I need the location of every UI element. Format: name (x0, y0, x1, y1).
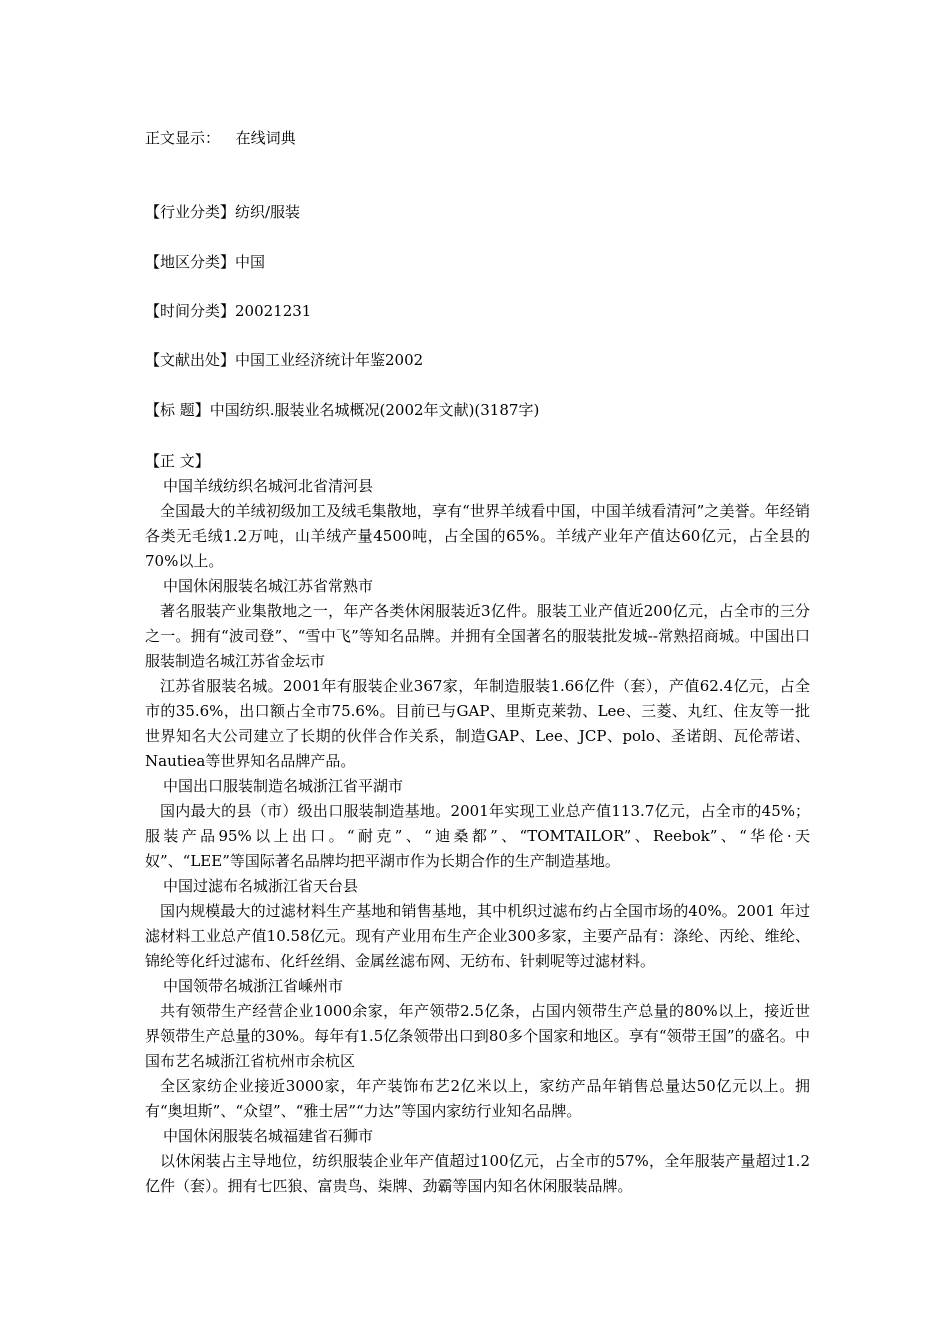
section-paragraph: 全区家纺企业接近3000家，年产装饰布艺2亿米以上，家纺产品年销售总量达50亿元以上。拥有“奥坦斯”、“众望”、“雅士居”“力达”等国内家纺行业知名品牌。 (145, 1077, 810, 1120)
section-heading: 中国领带名城浙江省嵊州市 (163, 977, 344, 995)
online-dictionary-link[interactable]: 在线词典 (235, 129, 296, 147)
section-heading: 中国羊绒纺织名城河北省清河县 (163, 477, 374, 495)
article-body (145, 449, 810, 1199)
section-paragraph: 全国最大的羊绒初级加工及绒毛集散地，享有“世界羊绒看中国，中国羊绒看清河”之美誉。年经销各类无毛绒1.2万吨，山羊绒产量4500吨，占全国的65%。羊绒产业年产值达60亿元，占全县的70%以上。 (145, 502, 810, 570)
section-paragraph: 江苏省服装名城。2001年有服装企业367家，年制造服装1.66亿件（套），产值62.4亿元，占全市的35.6%，出口额占全市75.6%。目前已与GAP、里斯克莱勃、Lee、三菱、丸红、住友等一批世界知名大公司建立了长期的伙伴合作关系，制造GAP、Lee、JCP、polo、圣诺朗、瓦伦蒂诺、Nautiea等世界知名品牌产品。 (145, 677, 810, 770)
meta-time: 【时间分类】20021231 (145, 302, 312, 320)
section-paragraph: 著名服装产业集散地之一，年产各类休闲服装近3亿件。服装工业产值近200亿元，占全市的三分之一。拥有“波司登”、“雪中飞”等知名品牌。并拥有全国著名的服装批发城--常熟招商城。中国出口服装制造名城江苏省金坛市 (145, 602, 810, 670)
meta-source: 【文献出处】中国工业经济统计年鉴2002 (145, 351, 424, 369)
body-label: 【正 文】 (145, 452, 210, 470)
section-heading: 中国过滤布名城浙江省天台县 (163, 877, 359, 895)
section-heading: 中国休闲服装名城福建省石狮市 (163, 1127, 374, 1145)
display-label: 正文显示： (145, 129, 221, 147)
section-paragraph: 以休闲装占主导地位，纺织服装企业年产值超过100亿元，占全市的57%，全年服装产量超过1.2亿件（套）。拥有七匹狼、富贵鸟、柒牌、劲霸等国内知名休闲服装品牌。 (145, 1152, 810, 1195)
section-paragraph: 国内最大的县（市）级出口服装制造基地。2001年实现工业总产值113.7亿元，占全市的45%；服装产品95%以上出口。“耐克”、“迪桑都”、“TOMTAILOR”、Reebok”、“华伦·天奴”、“LEE”等国际著名品牌均把平湖市作为长期合作的生产制造基地。 (145, 802, 810, 870)
section-heading: 中国出口服装制造名城浙江省平湖市 (163, 777, 404, 795)
section-paragraph: 共有领带生产经营企业1000余家，年产领带2.5亿条，占国内领带生产总量的80%以上，接近世界领带生产总量的30%。每年有1.5亿条领带出口到80多个国家和地区。享有“领带王国”的盛名。中国布艺名城浙江省杭州市余杭区 (145, 1002, 810, 1070)
section-paragraph: 国内规模最大的过滤材料生产基地和销售基地，其中机织过滤布约占全国市场的40%。2001 年过滤材料工业总产值10.58亿元。现有产业用布生产企业300多家，主要产品有：涤纶、丙纶、维纶、锦纶等化纤过滤布、化纤丝绢、金属丝滤布网、无纺布、针刺呢等过滤材料。 (145, 902, 810, 970)
meta-region: 【地区分类】中国 (145, 253, 266, 271)
meta-industry: 【行业分类】纺织/服装 (145, 203, 301, 221)
meta-title: 【标 题】中国纺织.服装业名城概况(2002年文献)(3187字) (145, 401, 540, 419)
section-heading: 中国休闲服装名城江苏省常熟市 (163, 577, 374, 595)
display-header (145, 129, 296, 147)
